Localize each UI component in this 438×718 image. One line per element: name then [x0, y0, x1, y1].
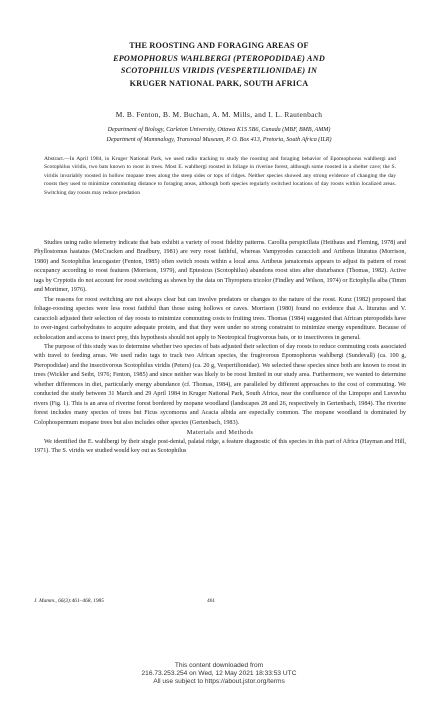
download-notice: [0, 662, 438, 687]
section-heading-methods: Materials and Methods: [186, 429, 254, 437]
notice-line-3[interactable]: All use subject to https://about.jstor.org/terms: [153, 678, 285, 686]
paragraph-4: We identified the E. wahlbergi by their single post-dental, palatal ridge, a feature diagnostic of this species in this part of Africa (Hayman and Hill, 1971). The S. viridis we studied would key out as Scotophilus: [34, 438, 406, 454]
notice-line-1: This content downloaded from: [174, 662, 264, 669]
affiliation-2: Department of Mammalogy, Transvaal Museum, P. O. Box 413, Pretoria, South Africa (ILR): [106, 136, 332, 143]
title-line-1: THE ROOSTING AND FORAGING AREAS OF: [129, 41, 309, 50]
paragraph-1: Studies using radio telemetry indicate that bats exhibit a variety of roost fidelity patterns. Carollia perspicillata (Heithaus and Fleming, 1978) and Phyllostomus hastatus (McCracken and Bradbury, 1981) are very roost faithful, whereas Vampyrodes caraccioli and Artibeus lituratus (Morrison, 1980) and Scotophilus leucogaster (Fenton, 1985) often switch roosts within a local area. Artibeus jamaicensis appears to adjust its pattern of roost occupancy according to roost features (Morrison, 1979), and Eptesicus (Scotophilus) abandons roost sites after disturbance (Thomas, 1982). Active tags by Cryptotis do not account for roost switching as shown by the data on Thyroptera tricolor (Findley and Wilson, 1974) or Ectophylla alba (Timm and Mortimer, 1976).: [34, 240, 406, 294]
notice-line-2: 216.73.253.254 on Wed, 12 May 2021 18:33:53 UTC: [141, 670, 297, 678]
affiliations: [20, 126, 418, 145]
title-line-2: EPOMOPHORUS WAHLBERGI (PTEROPODIDAE) AND: [113, 53, 325, 63]
journal-citation: J. Mamm., 66(3):461–468, 1985: [34, 598, 104, 604]
affiliation-1: Department of Biology, Carleton University, Ottawa K1S 5B6, Canada (MBF, BMB, AMM): [107, 127, 331, 133]
title-line-4: KRUGER NATIONAL PARK, SOUTH AFRICA: [129, 78, 309, 88]
page-number: 461: [207, 598, 216, 604]
title-line-3: SCOTOPHILUS VIRIDIS (VESPERTILIONIDAE) IN: [120, 66, 318, 75]
author-list: M. B. Fenton, B. M. Buchan, A. M. Mills, and I. L. Rautenbach: [115, 110, 323, 119]
paragraph-3: The purpose of this study was to determine whether two species of bats adjusted their selection of day roosts to reduce commuting costs associated with travel to feeding areas. We used radio tags to track two African species, the frugivorous Epomophorus wahlbergi (Sundevall) (ca. 100 g, Pteropodidae) and the insectivorous Scotophilus viridis (Peters) (ca. 20 g, Vespertilionidae). We selected these species since both are known to roost in trees (Wickler and Seibt, 1976; Fenton, 1985) and since neither was likely to be roost limited in our study area. Furthermore, we wanted to determine whether differences in diet, particularly energy abundance (cf. Thomas, 1984), are paralleled by different approaches to the cost of commuting. We conducted the study between 31 March and 29 April 1984 in Kruger National Park, South Africa, near the confluence of the Limpopo and Luvuvhu rivers (Fig. 1). This is an area of riverine forest bordered by mopane woodland (landscapes 28 and 26, respectively in Gertenbach, 1984). The riverine forest includes many species of trees but Ficus sycomorus and Acacia albida are especially common. The mopane woodland is dominated by Colophospermum mopane trees but also includes other species (Gertenbach, 1983).: [34, 343, 406, 426]
article-title: [40, 40, 398, 90]
paragraph-2: The reasons for roost switching are not always clear but can involve predators or changes to the nature of the roost. Kunz (1982) proposed that foliage-roosting species were less roost faithful than those using hollows or caves. Morrison (1980) found no evidence that A. lituratus and V. caraccioli adjusted their selection of day roosts to minimize commuting costs to fruiting trees. Thomas (1984) suggested that African pteropodids have to over-ingest carbohydrates to acquire adequate protein, and that they were under no strong constraint to minimize energy expenditure. Because of echolocation and access to insect prey, this hypothesis should not apply to Neotropical frugivorous bats, or to insectivores in general.: [34, 296, 406, 341]
abstract: Abstract.—In April 1984, in Kruger National Park, we used radio tracking to study the roosting and foraging behavior of Epomophorus wahlbergi and Scotophilus viridis, two bats known to roost in trees. Most E. wahlbergi roosted in foliage in riverine forest, although some roosted in a shelter cave; the S. viridis invariably roosted in hollow mopane trees along the steep sides or tops of ridges. Neither species showed any strong evidence of changing the day roosts they used to minimize commuting distance to foraging areas, although both species regularly switched locations of day roosts within localized areas. Switching day roosts may reduce predation: [44, 156, 396, 196]
body-text: [34, 239, 406, 456]
